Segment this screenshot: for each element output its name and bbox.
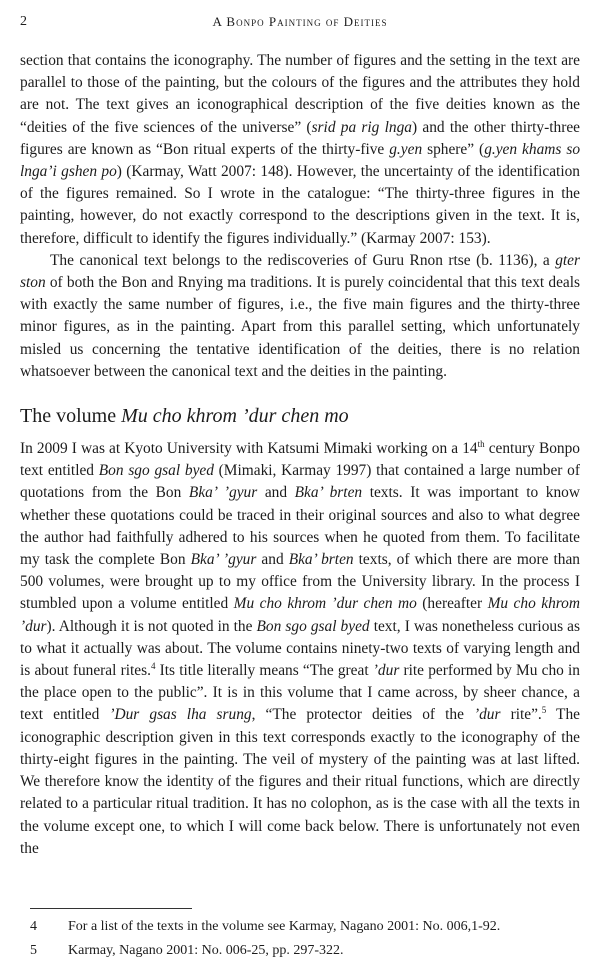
footnote-marker: 5 (541, 705, 547, 716)
tibetan-term: g.yen khams so lnga’i gshen po (20, 140, 581, 181)
text-run: century Bonpo text entitled (20, 440, 580, 480)
text-run: ) and the other thirty-three figures are known as “Bon ritual experts of the thirty-five (20, 118, 580, 158)
main-text (20, 50, 580, 860)
ordinal-suffix: th (477, 438, 485, 449)
text-run: text, I was nonetheless curious as to what it actually was about. The volume contains ninety-two texts of varying length and is about funeral rites. (20, 617, 580, 680)
tibetan-term: ’dur (473, 706, 501, 724)
paragraph-2 (20, 250, 580, 383)
text-run: texts. It was important to know whether these quotations could be traced in their original sources and also to what degree the author had faithfully adhered to his sources when he quoted from them. To facilitate my task the complete Bon (20, 484, 580, 569)
text-run: (Mimaki, Karmay 1997) that contained a large number of quotations from the Bon (20, 462, 580, 502)
text-run: sphere” ( (422, 140, 485, 158)
footnote-marker: 4 (150, 660, 156, 671)
text-run: and (257, 484, 295, 502)
text-run: (hereafter (416, 595, 488, 613)
footnote-rule (30, 908, 192, 909)
footnote-text: For a list of the texts in the volume see Karmay, Nagano 2001: No. 006,1-92. (68, 919, 501, 934)
title-term: ’Dur gsas lha srung (109, 706, 252, 724)
footnote-4 (30, 916, 570, 940)
page-header (20, 10, 580, 32)
text-run: Its title literally means “The great (155, 662, 373, 680)
tibetan-term: gter ston (20, 251, 580, 292)
page-number: 2 (20, 14, 27, 29)
text-run: and (256, 551, 289, 569)
text-run: section that contains the iconography. The number of figures and the setting in the text are parallel to those of the painting, but the colours of the figures and the attributes they hold are not. The text gives an iconographical description of the five deities known as the “deities of the five sciences of the universe” ( (20, 52, 580, 136)
footnote-number: 5 (30, 943, 37, 958)
tibetan-term: ’dur (372, 662, 400, 680)
title-term: Bon sgo gsal byed (98, 462, 214, 480)
title-term: Mu cho khrom ’dur chen mo (233, 595, 417, 613)
running-head: A Bonpo Painting of Deities (212, 14, 388, 29)
text-run: The canonical text belongs to the rediscoveries of Guru Rnon rtse (b. 1136), a (50, 251, 556, 269)
title-term: Bon sgo gsal byed (256, 617, 370, 635)
text-run: ) (Karmay, Watt 2007: 148). However, the uncertainty of the identification of the figures remained. So I wrote in the catalogue: “The thirty-three figures in the painting, however, do not exactly correspond to the descriptions given in the text. It is, therefore, difficult to identify the figures individually.” (Karmay 2007: 153). (20, 163, 580, 247)
heading-title: Mu cho khrom ’dur chen mo (121, 405, 349, 428)
footnote-text: Karmay, Nagano 2001: No. 006-25, pp. 297-322. (68, 943, 344, 958)
footnotes (30, 916, 570, 964)
title-term: Bka’ ’gyur (188, 484, 258, 502)
text-run: In 2009 I was at Kyoto University with Katsumi Mimaki working on a 14 (20, 440, 478, 458)
heading-text: The volume (20, 405, 122, 428)
text-run: of both the Bon and Rnying ma traditions. It is purely coincidental that this text deals with exactly the same number of figures, i.e., the five main figures and the thirty-three minor figures, as in the painting. Apart from this parallel setting, which unfortunately misled us concerning the tentative identification of the deities, there is no relation whatsoever between the canonical text and the deities in the painting. (20, 274, 580, 380)
title-term: Bka’ ’gyur (190, 551, 257, 569)
text-run: The iconographic description given in this text corresponds exactly to the iconography of the thirty-eight figures in the painting. The veil of mystery of the painting was at last lifted. We therefore know the identity of the figures and their ritual functions, which are directly related to a particular ritual tradition. It has no colophon, as is the case with all the texts in the volume except one, to which I will come back below. There is unfortunately not even the (20, 706, 580, 857)
text-run: , “The protector deities of the (251, 706, 474, 724)
text-run: rite performed by Mu cho in the place open to the public”. It is in this volume that I came across, by sheer chance, a text entitled (20, 662, 580, 724)
text-run: rite”. (500, 706, 542, 724)
section-heading (20, 403, 580, 429)
footnote-number: 4 (30, 919, 37, 934)
text-run: ). Although it is not quoted in the (46, 617, 257, 635)
tibetan-term: g.yen (389, 140, 423, 158)
footnote-5 (30, 940, 570, 964)
text-run: texts, of which there are more than 500 volumes, were brought up to my office from the University library. In the process I stumbled upon a volume entitled (20, 551, 580, 613)
title-term: Bka’ brten (294, 484, 363, 502)
title-term: Bka’ brten (288, 551, 354, 569)
paragraph-3 (20, 438, 580, 860)
title-term: Mu cho khrom ’dur (20, 595, 580, 635)
paragraph-1 (20, 50, 580, 250)
tibetan-term: srid pa rig lnga (311, 118, 412, 136)
